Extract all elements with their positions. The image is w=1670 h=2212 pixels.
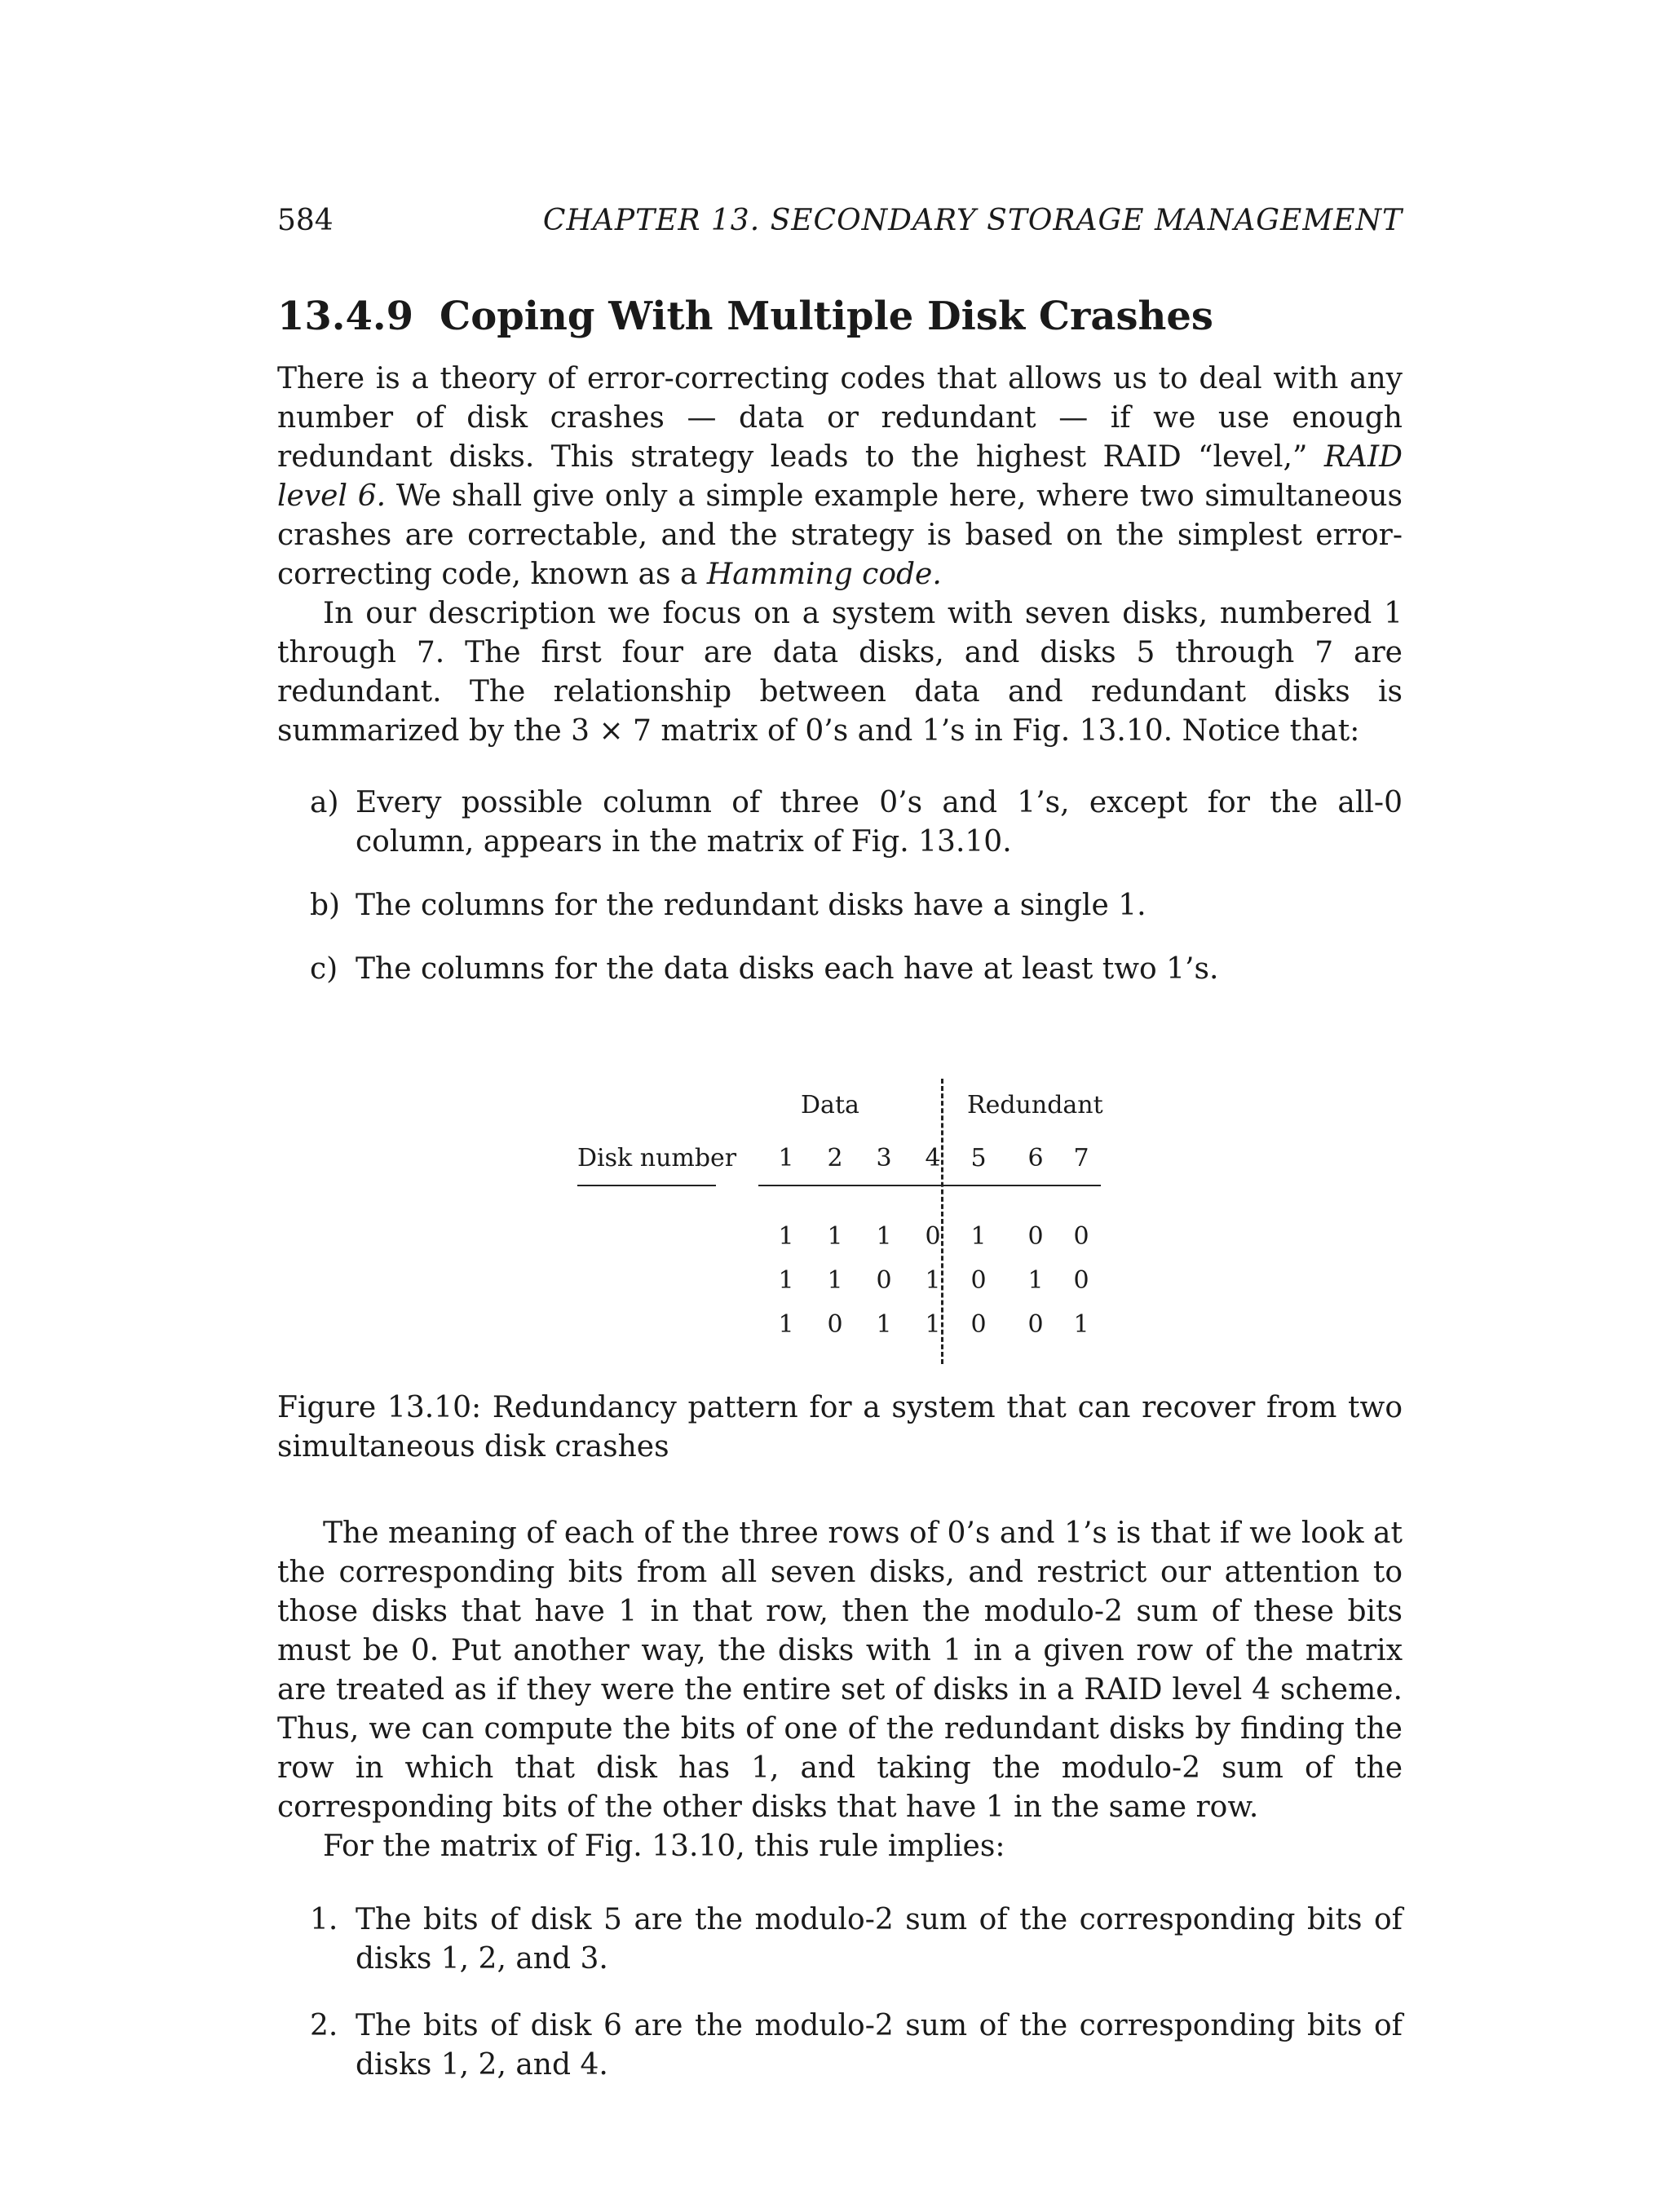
- paragraph-description: In our description we focus on a system with seven disks, numbered 1 through 7. The first four are data disks, and disks 5 through 7 are redundant. The relationship between data and redundant disks is summarized by the 3 × 7 matrix of 0’s and 1’s in Fig. 13.10. Notice that:: [277, 596, 1403, 748]
- lettered-list: [277, 784, 1403, 989]
- matrix-cell: 0: [1027, 1221, 1044, 1251]
- paragraph-rule: For the matrix of Fig. 13.10, this rule implies:: [323, 1829, 1005, 1863]
- header-rule: [758, 1185, 1101, 1186]
- matrix-cell: 0: [970, 1309, 987, 1339]
- list-item: [277, 886, 1403, 925]
- matrix-cell: 1: [827, 1265, 843, 1295]
- paragraph-meaning: The meaning of each of the three rows of 0’s and 1’s is that if we look at the corresponding bits from all seven disks, and restrict our attention to those disks that have 1 in that row, then the modulo-2 sum of these bits must be 0. Put another way, the disks with 1 in a given row of the matrix are treated as if they were the entire set of disks in a RAID level 4 scheme. Thus, we can compute the bits of one of the redundant disks by finding the row in which that disk has 1, and taking the modulo-2 sum of the corresponding bits of the other disks that have 1 in the same row.: [277, 1516, 1403, 1824]
- list-item-text: The columns for the redundant disks have a single 1.: [356, 888, 1146, 922]
- page-number: 584: [277, 204, 334, 237]
- list-item: [277, 2007, 1403, 2085]
- paragraph-intro: [277, 360, 1403, 594]
- disk-number: 2: [827, 1143, 843, 1172]
- disk-number-label: Disk number: [577, 1143, 737, 1172]
- matrix-cell: 1: [1027, 1265, 1044, 1295]
- matrix-cell: 1: [925, 1309, 941, 1339]
- disk-number: 7: [1073, 1143, 1089, 1172]
- figure-13-10-matrix: [277, 1030, 1403, 1389]
- matrix-cell: 1: [970, 1221, 987, 1251]
- list-marker: a): [310, 785, 339, 819]
- matrix-cell: 1: [876, 1221, 892, 1251]
- data-group-label: Data: [801, 1090, 859, 1119]
- matrix-cell: 1: [876, 1309, 892, 1339]
- matrix-cell: 1: [778, 1309, 794, 1339]
- disk-number: 1: [778, 1143, 794, 1172]
- list-marker: c): [310, 951, 338, 986]
- row-label-underline: [577, 1185, 716, 1186]
- page: [277, 204, 1403, 2113]
- matrix-cell: 0: [925, 1221, 941, 1251]
- figure-caption: Figure 13.10: Redundancy pattern for a system that can recover from two simultaneous disk crashes: [277, 1390, 1403, 1464]
- list-item: [277, 784, 1403, 862]
- paragraph-intro-text-1: There is a theory of error-correcting codes that allows us to deal with any number of disk crashes — data or redundant — if we use enough redundant disks. This strategy leads to the highest RAID “level,”: [277, 361, 1403, 474]
- matrix-cell: 1: [827, 1221, 843, 1251]
- redundant-group-label: Redundant: [967, 1090, 1103, 1119]
- list-marker: b): [310, 888, 341, 922]
- paragraph-intro-text-2: We shall give only a simple example here, where two simultaneous crashes are correctable, and the strategy is based on the simplest error-correcting code, known as a: [277, 479, 1403, 591]
- disk-number: 3: [876, 1143, 892, 1172]
- list-item: [277, 1901, 1403, 1979]
- running-head: [277, 204, 1403, 245]
- matrix-cell: 0: [827, 1309, 843, 1339]
- matrix-cell: 1: [778, 1221, 794, 1251]
- matrix-cell: 0: [876, 1265, 892, 1295]
- matrix-cell: 1: [1073, 1309, 1089, 1339]
- emphasis-raid-level-6: RAID level 6.: [277, 439, 1403, 513]
- list-marker: 2.: [310, 2008, 338, 2042]
- disk-number: 6: [1027, 1143, 1044, 1172]
- section-number: 13.4.9: [277, 294, 414, 339]
- list-item-text: The columns for the data disks each have at least two 1’s.: [356, 951, 1219, 986]
- matrix-cell: 0: [1027, 1309, 1044, 1339]
- matrix-cell: 1: [925, 1265, 941, 1295]
- list-item: [277, 950, 1403, 989]
- matrix-cell: 0: [1073, 1221, 1089, 1251]
- list-marker: 1.: [310, 1902, 338, 1936]
- disk-number: 4: [925, 1143, 941, 1172]
- numbered-list: [277, 1901, 1403, 2085]
- matrix-cell: 0: [970, 1265, 987, 1295]
- disk-number: 5: [970, 1143, 987, 1172]
- section-heading: [277, 295, 1403, 338]
- matrix-cell: 0: [1073, 1265, 1089, 1295]
- emphasis-hamming-code: Hamming code.: [706, 557, 942, 591]
- matrix-cell: 1: [778, 1265, 794, 1295]
- chapter-title: CHAPTER 13. SECONDARY STORAGE MANAGEMENT: [542, 204, 1403, 237]
- list-item-text: Every possible column of three 0’s and 1’s, except for the all-0 column, appears in the matrix of Fig. 13.10.: [356, 785, 1403, 859]
- list-item-text: The bits of disk 6 are the modulo-2 sum of the corresponding bits of disks 1, 2, and 4.: [356, 2008, 1403, 2082]
- section-title: Coping With Multiple Disk Crashes: [440, 294, 1213, 339]
- list-item-text: The bits of disk 5 are the modulo-2 sum of the corresponding bits of disks 1, 2, and 3.: [356, 1902, 1403, 1976]
